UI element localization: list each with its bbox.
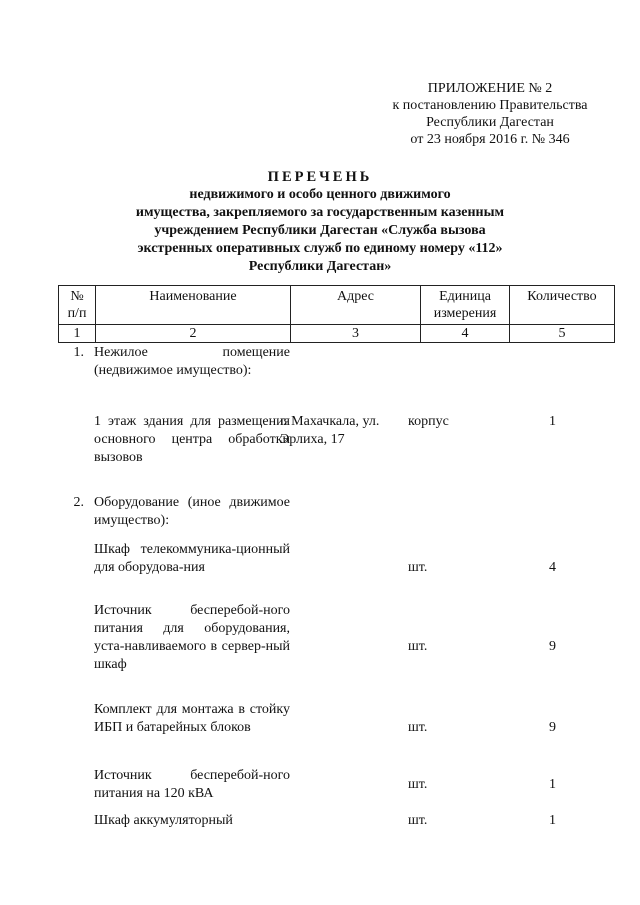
table-header xyxy=(58,285,615,343)
row-unit: корпус xyxy=(408,414,449,429)
row-qty: 1 xyxy=(549,813,556,828)
header-address: Адрес xyxy=(291,286,421,325)
header-num-line-2: п/п xyxy=(67,306,87,321)
title-line-3: учреждением Республики Дагестан «Служба вызова xyxy=(154,223,486,238)
row-name: Оборудование (иное движимое имущество): xyxy=(94,495,290,528)
row-name: Источник бесперебой-ного питания на 120 кВА xyxy=(94,768,290,801)
row-address: г. Махачкала, ул. Эрлиха, 17 xyxy=(280,414,380,447)
document-title xyxy=(90,168,550,276)
header-unit xyxy=(421,286,510,325)
row-unit: шт. xyxy=(408,720,428,735)
title-line-1: недвижимого и особо ценного движимого xyxy=(189,187,451,202)
column-number: 3 xyxy=(291,325,421,343)
row-qty: 1 xyxy=(549,777,556,792)
column-number-row xyxy=(59,325,615,343)
row-qty: 1 xyxy=(549,414,556,429)
column-number: 1 xyxy=(59,325,96,343)
row-number: 1. xyxy=(73,345,84,360)
column-number: 2 xyxy=(96,325,291,343)
header-unit-line-2: измерения xyxy=(433,306,497,321)
row-unit: шт. xyxy=(408,560,428,575)
column-number: 5 xyxy=(510,325,615,343)
appendix-header xyxy=(360,80,620,148)
row-unit: шт. xyxy=(408,813,428,828)
appendix-date: от 23 ноября 2016 г. № 346 xyxy=(410,132,570,147)
row-name: Комплект для монтажа в стойку ИБП и батарейных блоков xyxy=(94,702,290,735)
appendix-line-3: Республики Дагестан xyxy=(426,115,554,130)
title-line-2: имущества, закрепляемого за государственным казенным xyxy=(135,205,505,220)
header-qty: Количество xyxy=(510,286,615,325)
row-qty: 4 xyxy=(549,560,556,575)
appendix-line-2: к постановлению Правительства xyxy=(392,98,588,113)
row-number: 2. xyxy=(73,495,84,510)
row-name: Шкаф телекоммуника-ционный для оборудова-ния xyxy=(94,542,290,575)
row-name: Источник бесперебой-ного питания для оборудования, уста-навливаемого в сервер-ный шкаф xyxy=(94,603,290,672)
row-unit: шт. xyxy=(408,777,428,792)
header-name: Наименование xyxy=(96,286,291,325)
row-unit: шт. xyxy=(408,639,428,654)
appendix-title: ПРИЛОЖЕНИЕ № 2 xyxy=(427,81,553,96)
header-unit-line-1: Единица xyxy=(439,289,491,304)
row-name: 1 этаж здания для размещения основного центра обработки вызовов xyxy=(94,414,290,465)
row-name: Нежилое помещение (недвижимое имущество): xyxy=(94,345,290,378)
row-name: Шкаф аккумуляторный xyxy=(94,813,233,828)
title-main: ПЕРЕЧЕНЬ xyxy=(267,169,373,185)
column-number: 4 xyxy=(421,325,510,343)
row-qty: 9 xyxy=(549,639,556,654)
header-num-line-1: № xyxy=(70,289,84,304)
title-line-5: Республики Дагестан» xyxy=(248,259,392,274)
title-line-4: экстренных оперативных служб по единому номеру «112» xyxy=(137,241,503,256)
header-num xyxy=(59,286,96,325)
header-row xyxy=(59,286,615,325)
row-qty: 9 xyxy=(549,720,556,735)
